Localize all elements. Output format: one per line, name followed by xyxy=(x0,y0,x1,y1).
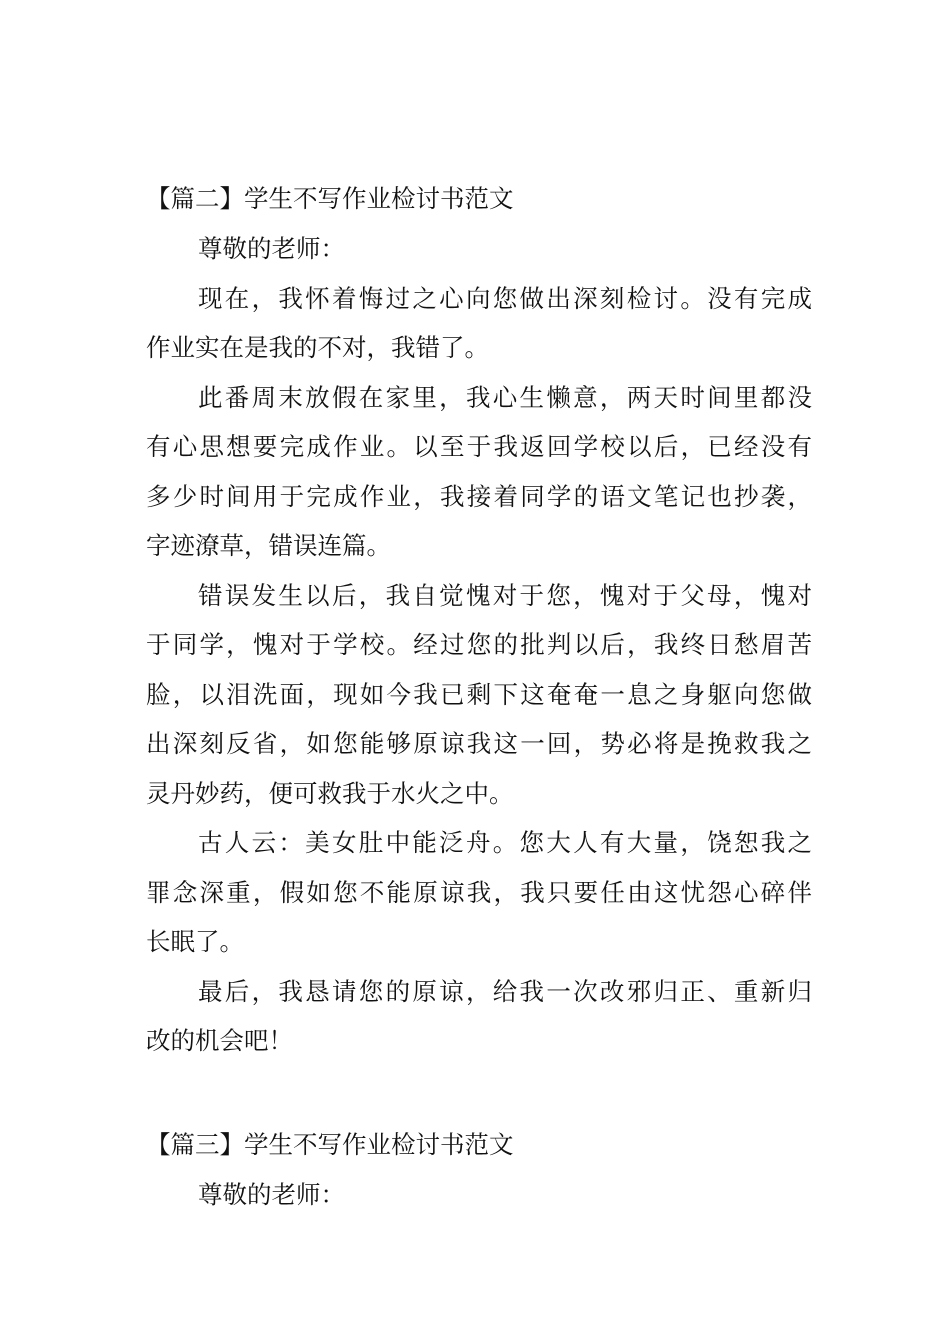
paragraph-line: 作业实在是我的不对，我错了。 xyxy=(146,333,489,362)
paragraph-line: 出深刻反省，如您能够原谅我这一回，势必将是挽救我之 xyxy=(146,729,812,758)
salutation: 尊敬的老师： xyxy=(198,234,345,263)
paragraph-line: 长眠了。 xyxy=(146,927,244,956)
paragraph-line: 灵丹妙药，便可救我于水火之中。 xyxy=(146,778,514,808)
section-3-heading: 【篇三】学生不写作业检讨书范文 xyxy=(146,1130,514,1159)
paragraph-line: 最后，我恳请您的原谅，给我一次改邪归正、重新归 xyxy=(198,976,812,1006)
paragraph-line: 罪念深重，假如您不能原谅我，我只要任由这忧怨心碎伴 xyxy=(146,877,812,907)
paragraph-line: 脸，以泪洗面，现如今我已剩下这奄奄一息之身躯向您做 xyxy=(146,679,812,709)
paragraph-line: 古人云：美女肚中能泛舟。您大人有大量，饶恕我之 xyxy=(198,828,812,857)
paragraph-line: 错误发生以后，我自觉愧对于您，愧对于父母，愧对 xyxy=(198,580,812,610)
paragraph-line: 字迹潦草，错误连篇。 xyxy=(146,531,391,560)
section-2-body xyxy=(146,224,812,1066)
section-2-heading: 【篇二】学生不写作业检讨书范文 xyxy=(146,184,514,213)
paragraph-line: 有心思想要完成作业。以至于我返回学校以后，已经没有 xyxy=(146,432,812,461)
salutation: 尊敬的老师： xyxy=(198,1180,345,1209)
section-3-body xyxy=(146,1170,812,1220)
paragraph-line: 此番周末放假在家里，我心生懒意，两天时间里都没 xyxy=(198,382,812,412)
paragraph-line: 改的机会吧！ xyxy=(146,1026,293,1055)
paragraph-line: 于同学，愧对于学校。经过您的批判以后，我终日愁眉苦 xyxy=(146,630,812,659)
paragraph-line: 多少时间用于完成作业，我接着同学的语文笔记也抄袭， xyxy=(146,481,812,511)
paragraph-line: 现在，我怀着悔过之心向您做出深刻检讨。没有完成 xyxy=(198,283,812,313)
